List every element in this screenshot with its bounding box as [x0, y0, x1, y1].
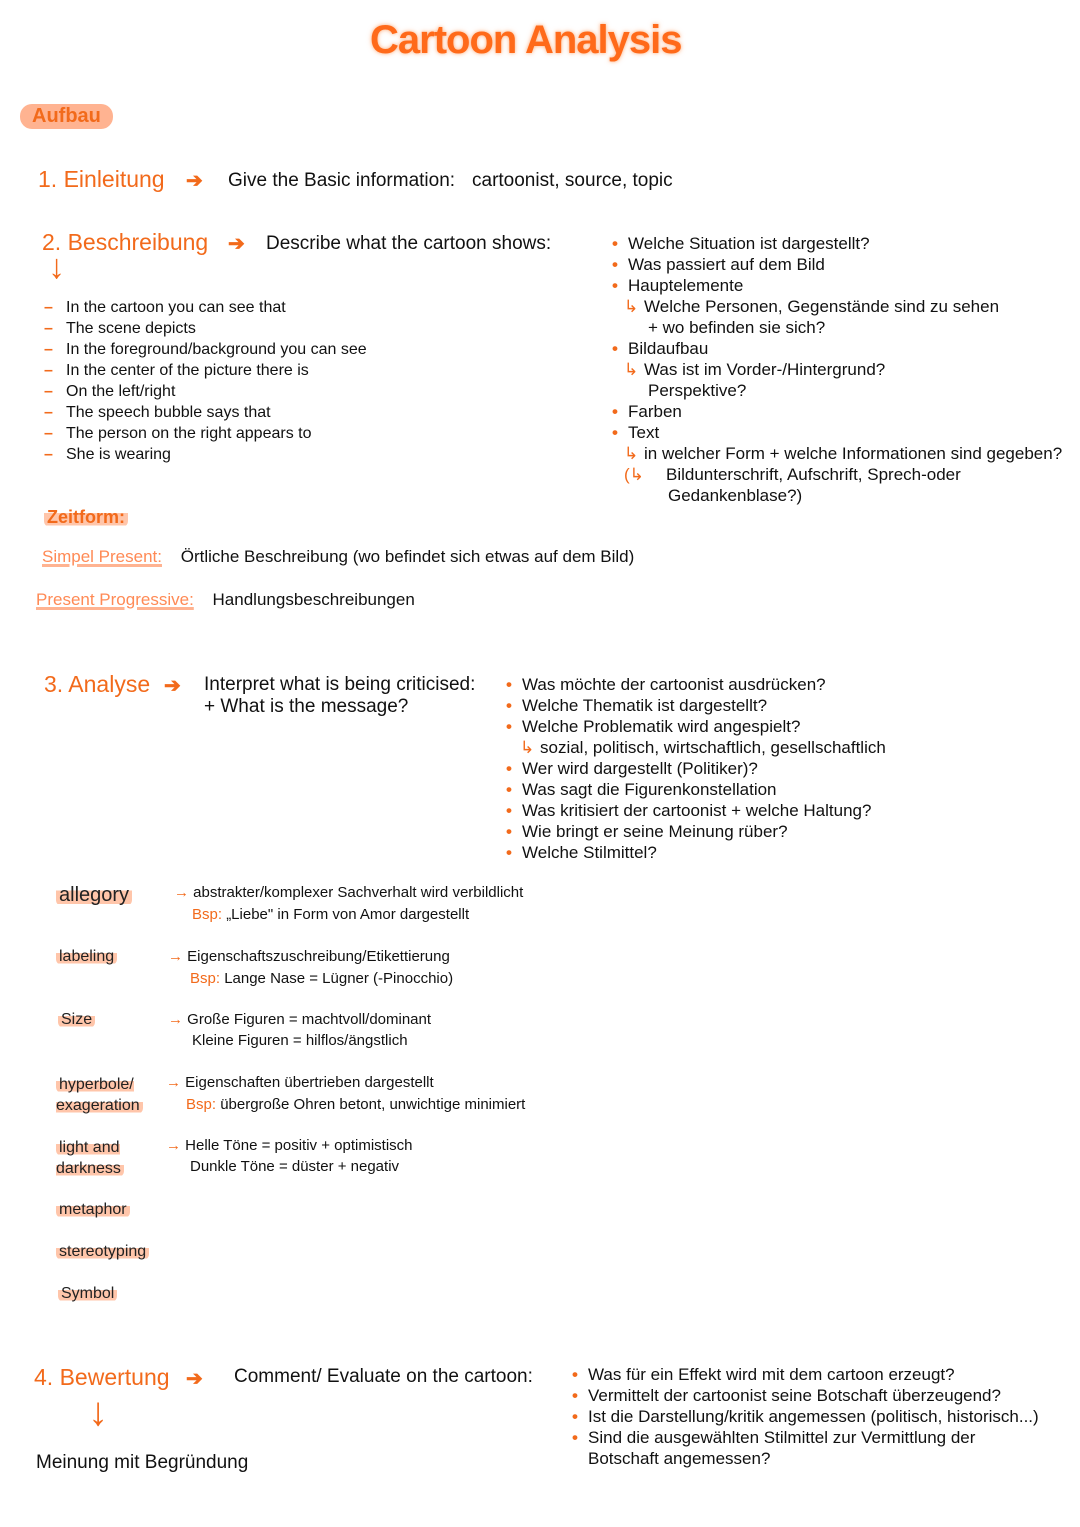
- tense-name: Present Progressive:: [36, 590, 194, 609]
- description-phrases: [44, 297, 367, 465]
- list-item: • Was sagt die Figurenkonstellation: [506, 779, 886, 800]
- device-term: stereotyping: [56, 1243, 149, 1261]
- list-item: Perspektive?: [648, 381, 747, 400]
- device-line: → Helle Töne = positiv + optimistisch: [166, 1137, 413, 1154]
- right-arrow-icon: ➔: [228, 233, 245, 255]
- section-1-heading: 1. Einleitung: [38, 166, 165, 192]
- tense-row: [42, 547, 634, 567]
- list-item: • Hauptelemente: [612, 275, 1062, 296]
- list-item: ↳ sozial, politisch, wirtschaftlich, gesellschaftlich: [520, 737, 886, 758]
- list-item: – The person on the right appears to: [44, 423, 367, 444]
- list-item: ↳ in welcher Form + welche Informationen sind gegeben?: [624, 443, 1062, 464]
- tense-use: Handlungsbeschreibungen: [212, 590, 415, 609]
- list-item: – In the center of the picture there is: [44, 360, 367, 381]
- tense-row: [36, 590, 415, 610]
- section-4-sub-note: Meinung mit Begründung: [36, 1452, 249, 1473]
- section-4-desc: Comment/ Evaluate on the cartoon:: [234, 1366, 533, 1387]
- list-item: – On the left/right: [44, 381, 367, 402]
- list-item: • Was möchte der cartoonist ausdrücken?: [506, 674, 886, 695]
- device-line: → Große Figuren = machtvoll/dominant: [168, 1011, 432, 1028]
- section-3-heading: 3. Analyse: [44, 671, 151, 697]
- list-item: – In the foreground/background you can see: [44, 339, 367, 360]
- section-4-heading: 4. Bewertung: [34, 1364, 170, 1390]
- device-term: labeling: [56, 948, 117, 966]
- aufbau-label: Aufbau: [20, 104, 113, 129]
- list-item: • Wer wird dargestellt (Politiker)?: [506, 758, 886, 779]
- list-item: Botschaft angemessen?: [588, 1449, 771, 1468]
- list-item: ↳ Was ist im Vorder-/Hintergrund?: [624, 359, 1062, 380]
- list-item: • Bildaufbau: [612, 338, 1062, 359]
- device-line: Kleine Figuren = hilflos/ängstlich: [192, 1032, 408, 1049]
- evaluation-questions: [572, 1364, 1039, 1469]
- device-line: → Eigenschaften übertrieben dargestellt: [166, 1074, 434, 1091]
- right-arrow-icon: ➔: [186, 1368, 203, 1390]
- device-term: Symbol: [58, 1285, 117, 1303]
- down-arrow-icon: ↓: [48, 248, 65, 286]
- device-line: Bsp: Lange Nase = Lügner (-Pinocchio): [190, 970, 454, 987]
- list-item: • Wie bringt er seine Meinung rüber?: [506, 821, 886, 842]
- device-term: Size: [58, 1011, 95, 1029]
- list-item: • Vermittelt der cartoonist seine Botschaft überzeugend?: [572, 1385, 1039, 1406]
- section-2-desc: Describe what the cartoon shows:: [266, 233, 552, 254]
- list-item: – The scene depicts: [44, 318, 367, 339]
- list-item: • Was passiert auf dem Bild: [612, 254, 1062, 275]
- list-item: • Was kritisiert der cartoonist + welche Haltung?: [506, 800, 886, 821]
- tense-name: Simpel Present:: [42, 547, 162, 566]
- right-arrow-icon: ➔: [164, 675, 181, 697]
- list-item: • Farben: [612, 401, 1062, 422]
- list-item: ↳ Welche Personen, Gegenstände sind zu sehen: [624, 296, 1062, 317]
- device-term: metaphor: [56, 1201, 130, 1219]
- list-item: • Sind die ausgewählten Stilmittel zur Vermittlung der: [572, 1427, 1039, 1448]
- section-3-desc-line1: Interpret what is being criticised:: [204, 674, 476, 695]
- device-line: Bsp: übergroße Ohren betont, unwichtige minimiert: [186, 1096, 526, 1113]
- device-line: → Eigenschaftszuschreibung/Etikettierung: [168, 948, 450, 965]
- device-line: Dunkle Töne = düster + negativ: [190, 1158, 400, 1175]
- list-item: • Text: [612, 422, 1062, 443]
- list-item: Gedankenblase?): [668, 486, 803, 505]
- list-item: • Welche Thematik ist dargestellt?: [506, 695, 886, 716]
- list-item: (↳ Bildunterschrift, Aufschrift, Sprech-oder: [624, 464, 1062, 485]
- right-arrow-icon: ➔: [186, 170, 203, 192]
- analysis-questions: [506, 674, 886, 863]
- list-item: • Was für ein Effekt wird mit dem cartoon erzeugt?: [572, 1364, 1039, 1385]
- list-item: • Welche Situation ist dargestellt?: [612, 233, 1062, 254]
- section-1-detail: cartoonist, source, topic: [472, 170, 673, 191]
- device-term: allegory: [56, 884, 132, 907]
- zeitform-label: Zeitform:: [44, 507, 128, 528]
- down-arrow-icon: ↓: [88, 1390, 108, 1434]
- list-item: – She is wearing: [44, 444, 367, 465]
- list-item: • Ist die Darstellung/kritik angemessen (politisch, historisch...): [572, 1406, 1039, 1427]
- device-line: Bsp: „Liebe" in Form von Amor dargestellt: [192, 906, 470, 923]
- list-item: – The speech bubble says that: [44, 402, 367, 423]
- list-item: – In the cartoon you can see that: [44, 297, 367, 318]
- section-2-heading: 2. Beschreibung: [42, 229, 209, 255]
- list-item: • Welche Problematik wird angespielt?: [506, 716, 886, 737]
- device-term: hyperbole/ exageration: [56, 1074, 152, 1116]
- device-term: light and darkness: [56, 1137, 136, 1179]
- device-line: → abstrakter/komplexer Sachverhalt wird verbildlicht: [174, 884, 524, 901]
- tense-use: Örtliche Beschreibung (wo befindet sich etwas auf dem Bild): [180, 547, 635, 566]
- description-questions: [612, 233, 1062, 506]
- section-1-desc: Give the Basic information:: [228, 170, 456, 191]
- section-3-desc-line2: + What is the message?: [204, 696, 409, 717]
- list-item: + wo befinden sie sich?: [648, 318, 826, 337]
- list-item: • Welche Stilmittel?: [506, 842, 886, 863]
- page-title: Cartoon Analysis: [370, 18, 682, 62]
